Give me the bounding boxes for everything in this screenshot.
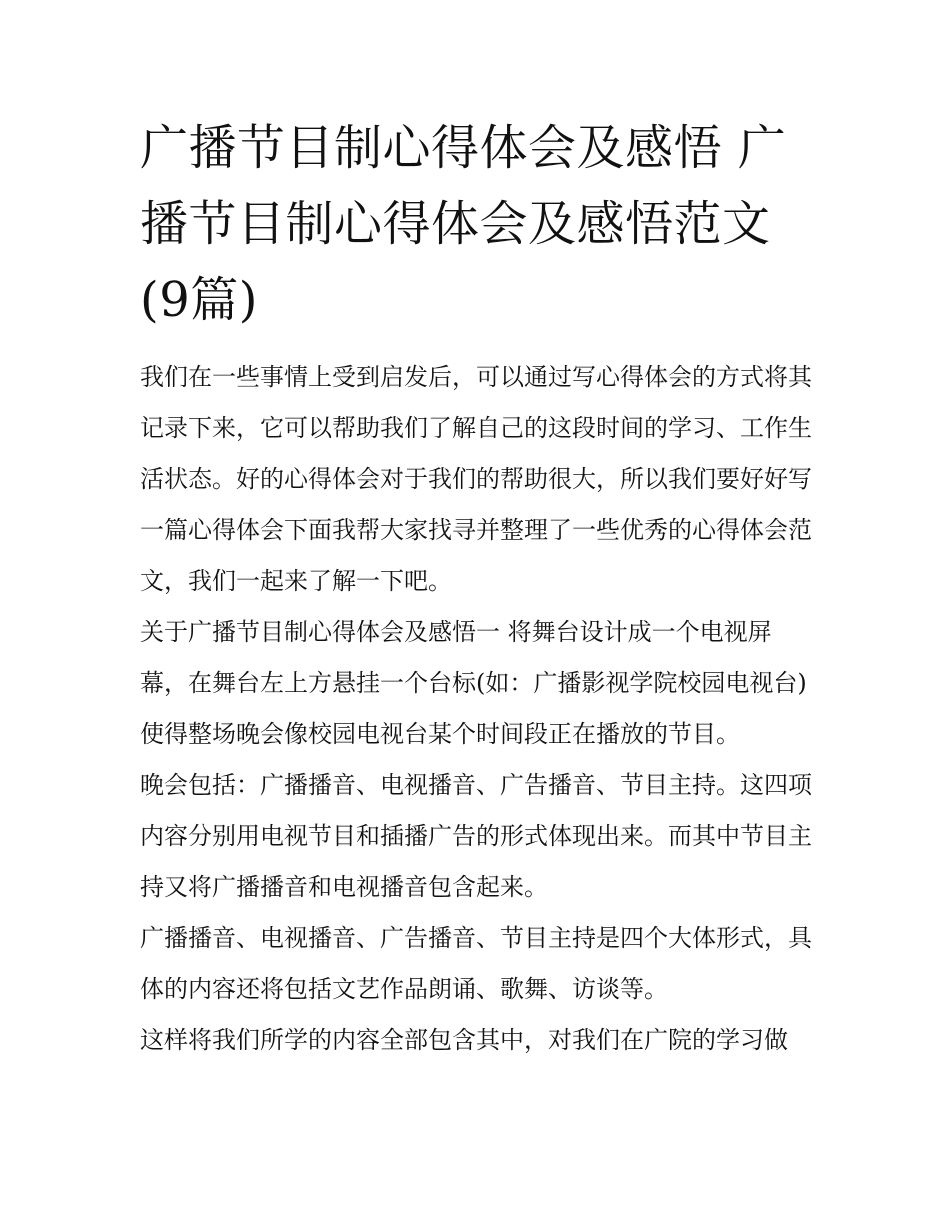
paragraph-summary: 这样将我们所学的内容全部包含其中，对我们在广院的学习做: [140, 1026, 788, 1054]
paragraph-program-content: 晚会包括：广播播音、电视播音、广告播音、节目主持。这四项内容分别用电视节目和插播广告的形式体现出来。而其中节目主持又将广播播音和电视播音包含起来。: [140, 771, 812, 901]
document-title: 广播节目制心得体会及感悟 广播节目制心得体会及感悟范文(9篇): [140, 120, 787, 328]
document-body: [140, 352, 815, 1066]
paragraph-forms: 广播播音、电视播音、广告播音、节目主持是四个大体形式，具体的内容还将包括文艺作品朗诵、歌舞、访谈等。: [140, 924, 812, 1003]
paragraph-intro: 我们在一些事情上受到启发后，可以通过写心得体会的方式将其记录下来，它可以帮助我们了解自己的这段时间的学习、工作生活状态。好的心得体会对于我们的帮助很大，所以我们要好好写一篇心得体会下面我帮大家找寻并整理了一些优秀的心得体会范文，我们一起来了解一下吧。: [140, 363, 812, 595]
document-content: [140, 110, 815, 1066]
paragraph-stage-design: 关于广播节目制心得体会及感悟一 将舞台设计成一个电视屏幕，在舞台左上方悬挂一个台标(如：广播影视学院校园电视台): [140, 618, 807, 697]
paragraph-tv-effect: 使得整场晚会像校园电视台某个时间段正在播放的节目。: [140, 720, 740, 748]
